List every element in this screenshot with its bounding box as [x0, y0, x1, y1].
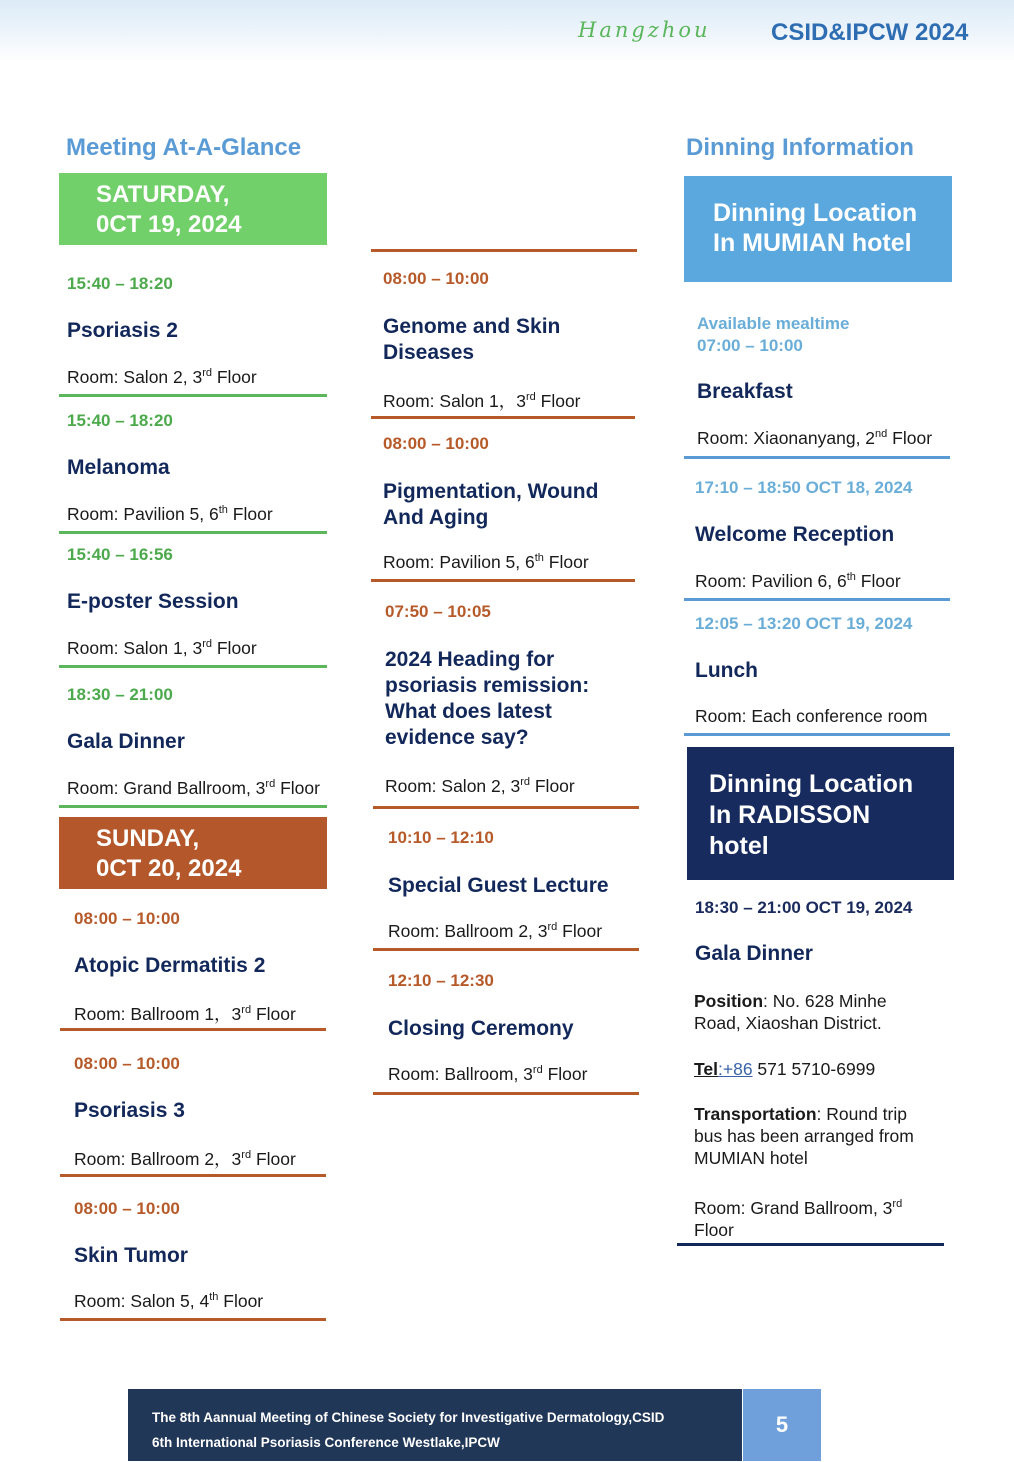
telephone-info: Tel:+86 571 5710-6999 — [694, 1059, 876, 1079]
divider — [60, 1028, 326, 1031]
session-title: Atopic Dermatitis 2 — [74, 954, 266, 977]
session-title: E-poster Session — [67, 590, 239, 613]
session-time: 08:00 – 10:00 — [383, 434, 489, 453]
divider — [371, 579, 635, 582]
meal-room: Room: Grand Ballroom, 3rd Floor — [694, 1197, 903, 1240]
day-date: 0CT 20, 2024 — [96, 855, 242, 882]
divider — [59, 665, 327, 668]
session-time: 18:30 – 21:00 — [67, 685, 173, 704]
divider — [59, 531, 327, 534]
transportation-info: Transportation: Round trip bus has been arranged from MUMIAN hotel — [694, 1104, 914, 1168]
meal-time: Available mealtime 07:00 – 10:00 — [697, 314, 850, 355]
session-time: 15:40 – 16:56 — [67, 545, 173, 564]
session-room: Room: Ballroom 2，3rd Floor — [74, 1149, 296, 1169]
session-time: 08:00 – 10:00 — [383, 269, 489, 288]
divider — [371, 249, 637, 252]
footer-line-2: 6th International Psoriasis Conference Westlake,IPCW — [152, 1435, 500, 1450]
meal-title: Gala Dinner — [695, 942, 813, 965]
divider — [373, 1092, 639, 1095]
session-room: Room: Salon 2, 3rd Floor — [385, 776, 575, 796]
saturday-header — [59, 173, 327, 245]
session-title: Genome and Skin Diseases — [383, 315, 561, 364]
position-info: Position: No. 628 Minhe Road, Xiaoshan District. — [694, 991, 887, 1033]
meal-time: 12:05 – 13:20 OCT 19, 2024 — [695, 614, 913, 633]
session-title: Gala Dinner — [67, 730, 185, 753]
meal-title: Welcome Reception — [695, 523, 895, 546]
meal-time: 17:10 – 18:50 OCT 18, 2024 — [695, 478, 913, 497]
day-date: 0CT 19, 2024 — [96, 211, 242, 238]
session-room: Room: Pavilion 5, 6th Floor — [67, 504, 273, 524]
divider — [373, 806, 639, 809]
divider — [59, 394, 327, 397]
divider — [373, 948, 639, 951]
sunday-header — [59, 817, 327, 889]
divider — [684, 456, 950, 459]
session-room: Room: Pavilion 5, 6th Floor — [383, 552, 589, 572]
meal-title: Lunch — [695, 659, 758, 682]
radisson-location-box: Dinning Location In RADISSON hotel — [687, 747, 954, 880]
session-room: Room: Salon 1, 3rd Floor — [67, 638, 257, 658]
session-room: Room: Salon 5, 4th Floor — [74, 1291, 264, 1311]
page-number: 5 — [743, 1389, 821, 1461]
meal-room: Room: Each conference room — [695, 706, 928, 726]
session-title: Special Guest Lecture — [388, 874, 609, 897]
session-time: 08:00 – 10:00 — [74, 1054, 180, 1073]
session-time: 08:00 – 10:00 — [74, 909, 180, 928]
footer-banner — [128, 1389, 742, 1461]
meeting-at-a-glance-title: Meeting At-A-Glance — [66, 134, 302, 161]
divider — [371, 416, 635, 419]
session-time: 07:50 – 10:05 — [385, 602, 491, 621]
session-title: Skin Tumor — [74, 1244, 188, 1267]
session-title: 2024 Heading for psoriasis remission: What does latest evidence say? — [385, 648, 590, 749]
day-name: SATURDAY, — [96, 181, 230, 208]
divider — [684, 598, 950, 601]
day-name: SUNDAY, — [96, 825, 200, 852]
session-room: Room: Salon 1，3rd Floor — [383, 391, 581, 411]
session-room: Room: Ballroom 2, 3rd Floor — [388, 921, 603, 941]
session-time: 15:40 – 18:20 — [67, 411, 173, 430]
session-title: Melanoma — [67, 456, 170, 479]
meal-time: 18:30 – 21:00 OCT 19, 2024 — [695, 898, 913, 917]
divider — [677, 1243, 944, 1246]
session-title: Psoriasis 2 — [67, 319, 178, 342]
session-time: 08:00 – 10:00 — [74, 1199, 180, 1218]
meal-title: Breakfast — [697, 380, 793, 403]
session-time: 15:40 – 18:20 — [67, 274, 173, 293]
divider — [60, 1174, 326, 1177]
session-title: Pigmentation, Wound And Aging — [383, 480, 599, 529]
divider — [59, 805, 327, 808]
divider — [684, 733, 950, 736]
mumian-location-box: Dinning Location In MUMIAN hotel — [684, 176, 952, 282]
dining-information-title: Dinning Information — [686, 134, 914, 161]
header-city: Hangzhou — [578, 18, 711, 42]
session-title: Psoriasis 3 — [74, 1099, 185, 1122]
session-room: Room: Grand Ballroom, 3rd Floor — [67, 778, 320, 798]
session-time: 10:10 – 12:10 — [388, 828, 494, 847]
session-room: Room: Ballroom, 3rd Floor — [388, 1064, 588, 1084]
session-room: Room: Salon 2, 3rd Floor — [67, 367, 257, 387]
divider — [60, 1318, 326, 1321]
session-title: Closing Ceremony — [388, 1017, 574, 1040]
meal-room: Room: Pavilion 6, 6th Floor — [695, 571, 901, 591]
session-time: 12:10 – 12:30 — [388, 971, 494, 990]
meal-room: Room: Xiaonanyang, 2nd Floor — [697, 428, 933, 448]
footer-line-1: The 8th Aannual Meeting of Chinese Society for Investigative Dermatology,CSID — [152, 1410, 665, 1425]
header-conference: CSID&IPCW 2024 — [771, 19, 969, 46]
session-room: Room: Ballroom 1，3rd Floor — [74, 1004, 296, 1024]
